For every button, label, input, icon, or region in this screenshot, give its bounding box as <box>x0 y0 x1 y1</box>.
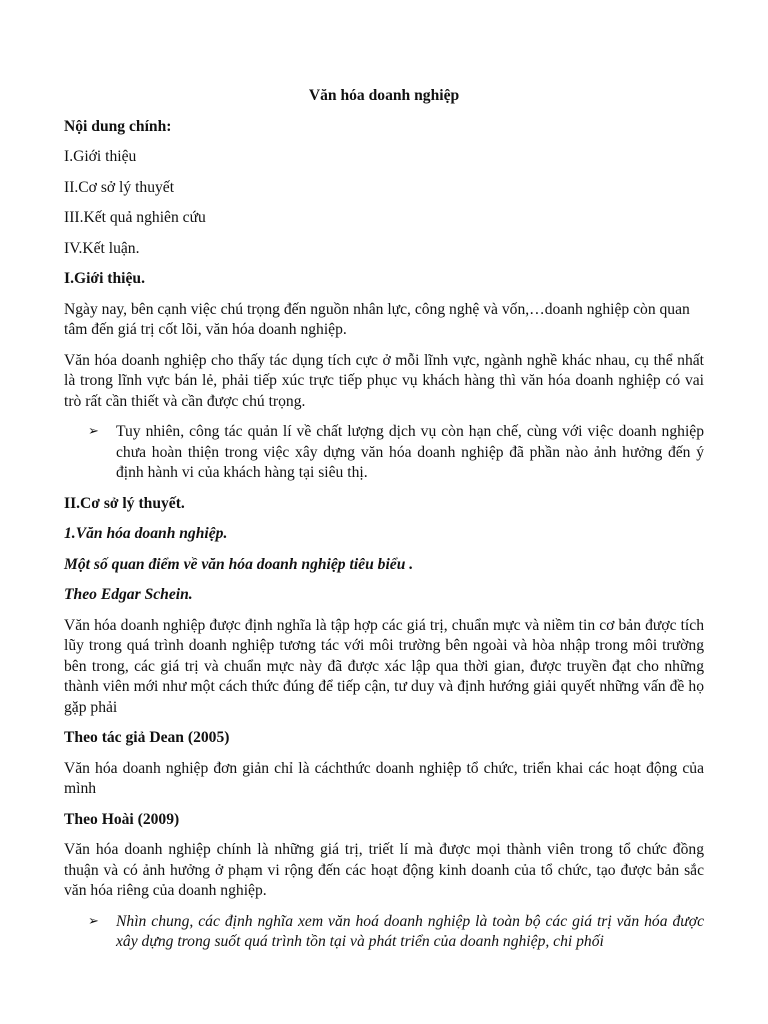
section-heading-theory: II.Cơ sở lý thuyết. <box>64 494 185 512</box>
bullet-text: Tuy nhiên, công tác quản lí về chất lượng dịch vụ còn hạn chế, cùng với việc doanh nghiệp chưa hoàn thiện trong việc xây dựng văn hóa doanh nghiệp đã phần nào ảnh hưởng đến ý định hành vi của khách hàng tại siêu thị. <box>116 423 704 481</box>
paragraph: Ngày nay, bên cạnh việc chú trọng đến nguồn nhân lực, công nghệ và vốn,…doanh nghiệp còn quan tâm đến giá trị cốt lõi, văn hóa doanh nghiệp. <box>64 300 690 338</box>
toc-item: I.Giới thiệu <box>64 148 137 165</box>
toc-item: III.Kết quả nghiên cứu <box>64 209 206 226</box>
author-heading-dean: Theo tác giả Dean (2005) <box>64 729 230 746</box>
toc-item: II.Cơ sở lý thuyết <box>64 178 175 196</box>
bullet-item <box>64 422 704 484</box>
paragraph: Văn hóa doanh nghiệp đơn giản chỉ là cáchthức doanh nghiệp tổ chức, triển khai các hoạt động của mình <box>64 759 704 797</box>
toc-item: IV.Kết luận. <box>64 239 140 257</box>
bullet-item <box>64 912 704 953</box>
author-heading-schein: Theo Edgar Schein. <box>64 586 193 603</box>
paragraph: Văn hóa doanh nghiệp chính là những giá trị, triết lí mà được mọi thành viên trong tổ chức đồng thuận và có ảnh hưởng ở phạm vi rộng đến các hoạt động kinh doanh của tổ chức, tạo được bản sắc văn hóa riêng của doanh nghiệp. <box>64 841 704 899</box>
subsection-subheading: Một số quan điểm về văn hóa doanh nghiệp tiêu biểu . <box>64 555 414 573</box>
paragraph: Văn hóa doanh nghiệp cho thấy tác dụng tích cực ở mỗi lĩnh vực, ngành nghề khác nhau, cụ thể nhất là trong lĩnh vực bán lẻ, phải tiếp xúc trực tiếp phục vụ khách hàng thì văn hóa doanh nghiệp có vai trò rất cần thiết và cần được chú trọng. <box>64 351 704 410</box>
bullet-text: Nhìn chung, các định nghĩa xem văn hoá doanh nghiệp là toàn bộ các giá trị văn hóa được xây dựng trong suốt quá trình tồn tại và phát triển của doanh nghiệp, chi phối <box>116 912 704 950</box>
paragraph: Văn hóa doanh nghiệp được định nghĩa là tập hợp các giá trị, chuẩn mực và niềm tin cơ bản được tích lũy trong quá trình doanh nghiệp tương tác với môi trường bên ngoài và hòa nhập trong môi trường bên trong, các giá trị và chuẩn mực này đã được xác lập qua thời gian, được truyền đạt cho những thành viên mới như một cách thức đúng để tiếp cận, tư duy và định hướng giải quyết những vấn đề họ gặp phải <box>64 616 704 716</box>
author-heading-hoai: Theo Hoài (2009) <box>64 810 180 828</box>
arrow-bullet-icon: ➢ <box>88 913 99 929</box>
arrow-bullet-icon: ➢ <box>88 424 99 439</box>
section-heading-intro: I.Giới thiệu. <box>64 270 145 287</box>
document-title: Văn hóa doanh nghiệp <box>308 87 460 104</box>
subsection-heading: 1.Văn hóa doanh nghiệp. <box>64 525 228 542</box>
toc-heading: Nội dung chính: <box>64 117 172 135</box>
document-body <box>64 86 704 963</box>
